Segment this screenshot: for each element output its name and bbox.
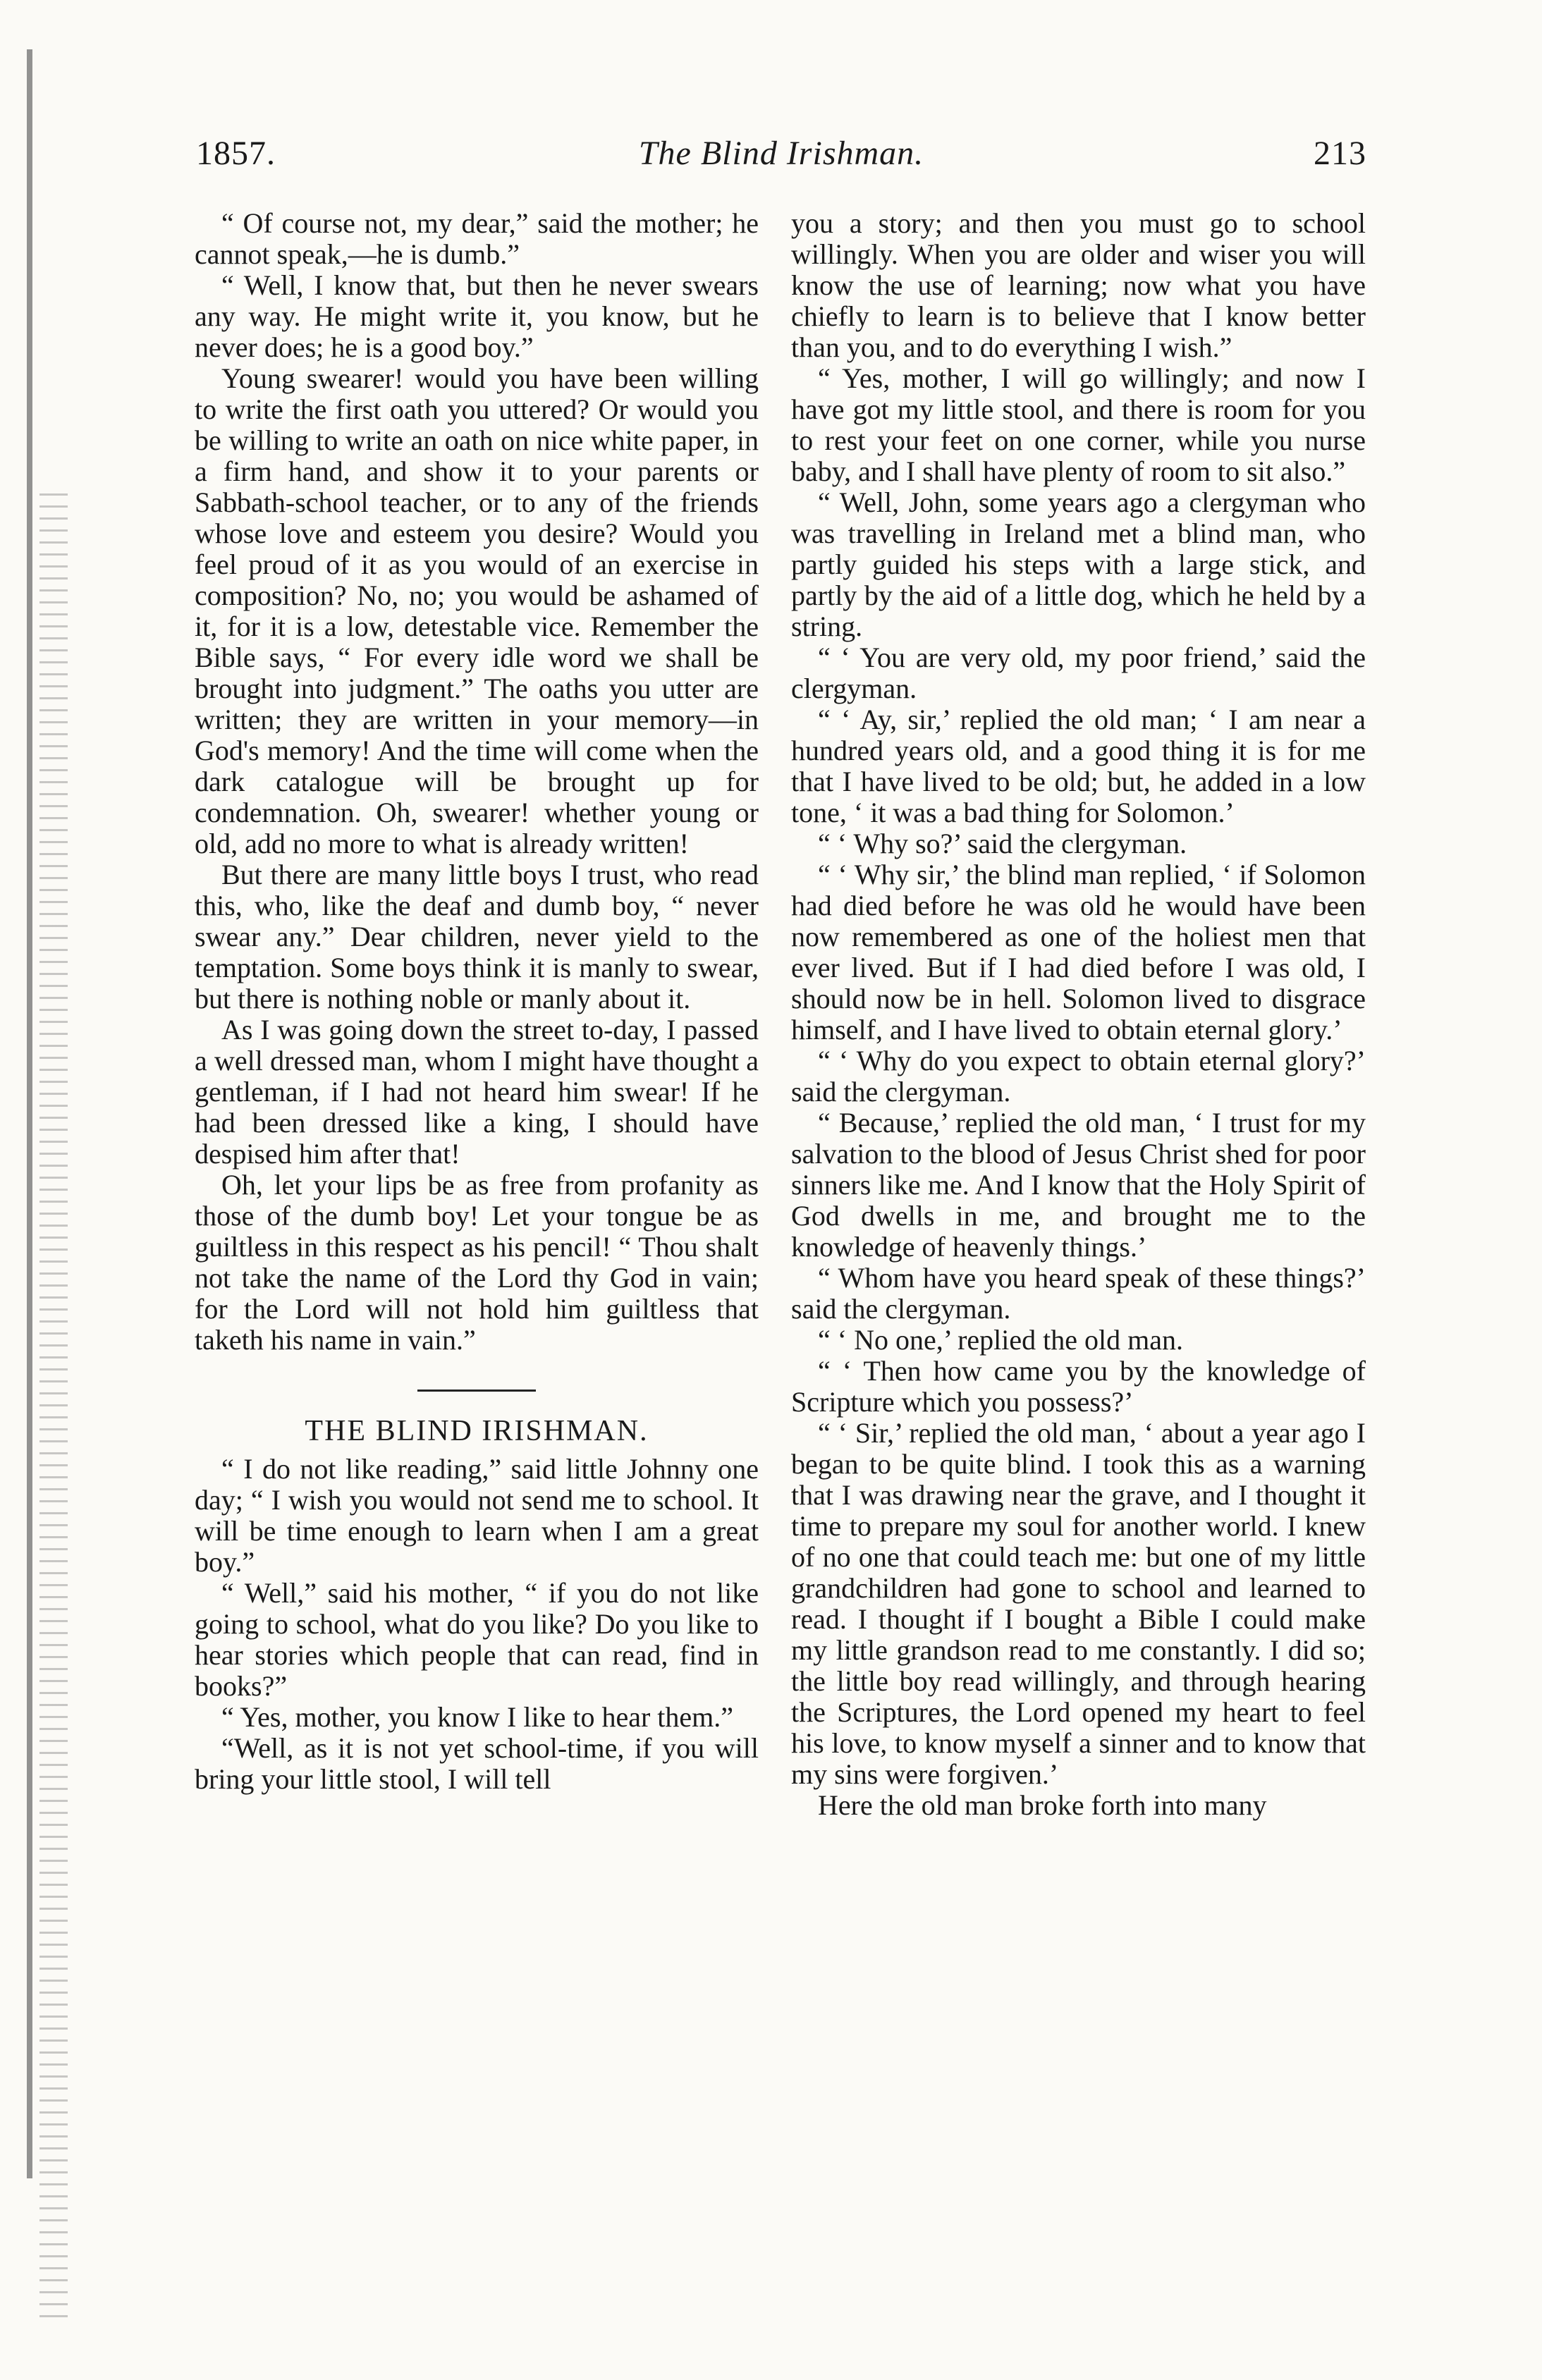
paragraph: “ Yes, mother, you know I like to hear them.” bbox=[221, 1701, 734, 1733]
paragraph: “ ‘ Ay, sir,’ replied the old man; ‘ I am near a hundred years old, and a good thing it is for me that I have lived to be old; but, he added in a low tone, ‘ it was a bad thing for Solomon.’ bbox=[791, 704, 1366, 828]
section-divider bbox=[417, 1390, 536, 1392]
paragraph: Oh, let your lips be as free from profanity as those of the dumb boy! Let your tongue be as guiltless in this respect as his pencil! “ Thou shalt not take the name of the Lord thy God in vain; for the Lord will not hold him guiltless that taketh his name in vain.” bbox=[195, 1169, 759, 1356]
paragraph: “ ‘ Why sir,’ the blind man replied, ‘ if Solomon had died before he was old he would have been now remembered as one of the holiest men that ever lived. But if I had died before I was old, I should now be in hell. Solomon lived to disgrace himself, and I have lived to obtain eternal glory.’ bbox=[791, 859, 1366, 1045]
paragraph: “Well, as it is not yet school-time, if you will bring your little stool, I will tell bbox=[195, 1732, 759, 1795]
paragraph: “ Whom have you heard speak of these things?’ said the clergyman. bbox=[791, 1262, 1366, 1325]
paragraph: “ Yes, mother, I will go willingly; and now I have got my little stool, and there is room for you to rest your feet on one corner, while you nurse baby, and I shall have plenty of room to sit also.” bbox=[791, 362, 1366, 487]
paragraph: “ ‘ Sir,’ replied the old man, ‘ about a year ago I began to be quite blind. I took this as a warning that I was drawing near the grave, and I thought it time to prepare my soul for another world. I knew of no one that could teach me: but one of my little grandchildren had gone to school and learned to read. I thought if I bought a Bible I could make my little grandson read to me constantly. I did so; the little boy read willingly, and through hearing the Scriptures, the Lord opened my heart to feel his love, to know myself a sinner and to know that my sins were forgiven.’ bbox=[791, 1417, 1366, 1790]
page-edge-line bbox=[27, 49, 32, 2178]
page-edge-marks bbox=[39, 493, 68, 2326]
paragraph: But there are many little boys I trust, who read this, who, like the deaf and dumb boy, “ never swear any.” Dear children, never yield to the temptation. Some boys think it is manly to swear, but there is nothing noble or manly about it. bbox=[195, 859, 759, 1014]
paragraph: “ ‘ Why so?’ said the clergyman. bbox=[818, 828, 1187, 859]
running-title: The Blind Irishman. bbox=[638, 135, 924, 172]
paragraph: “ ‘ No one,’ replied the old man. bbox=[818, 1324, 1183, 1356]
paragraph: “ ‘ Why do you expect to obtain eternal glory?’ said the clergyman. bbox=[791, 1045, 1366, 1108]
paragraph: “ Because,’ replied the old man, ‘ I trust for my salvation to the blood of Jesus Christ shed for poor sinners like me. And I know that the Holy Spirit of God dwells in me, and brought me to the knowledge of heavenly things.’ bbox=[791, 1107, 1366, 1263]
paragraph: “ ‘ Then how came you by the knowledge of Scripture which you possess?’ bbox=[791, 1355, 1366, 1418]
right-column bbox=[791, 208, 1366, 1821]
header-year: 1857. bbox=[196, 135, 276, 172]
continued-paragraph: you a story; and then you must go to school willingly. When you are older and wiser you will know the use of learning; now what you have chiefly to learn is to believe that I know better than you, and to do everything I wish.” bbox=[791, 207, 1366, 363]
paragraph: Young swearer! would you have been willing to write the first oath you uttered? Or would you be willing to write an oath on nice white paper, in a firm hand, and show it to your parents or Sabbath-school teacher, or to any of the friends whose love and esteem you desire? Would you feel proud of it as you would of an exercise in composition? No, no; you would be ashamed of it, for it is a low, detestable vice. Remember the Bible says, “ For every idle word we shall be brought into judgment.” The oaths you utter are written; they are written in your memory—in God's memory! And the time will come when the dark catalogue will be brought up for condemnation. Oh, swearer! whether young or old, add no more to what is already written! bbox=[195, 362, 759, 859]
paragraph: “ Well,” said his mother, “ if you do not like going to school, what do you like? Do you like to hear stories which people that can read, find in books?” bbox=[195, 1577, 759, 1702]
paragraph: “ ‘ You are very old, my poor friend,’ said the clergyman. bbox=[791, 642, 1366, 704]
section-heading: THE BLIND IRISHMAN. bbox=[305, 1415, 649, 1447]
page-number: 213 bbox=[1314, 135, 1366, 172]
paragraph: “ Well, John, some years ago a clergyman who was travelling in Ireland met a blind man, who partly guided his steps with a large stick, and partly by the aid of a little dog, which he held by a string. bbox=[791, 486, 1366, 642]
running-header bbox=[196, 134, 1366, 190]
paragraph: As I was going down the street to-day, I passed a well dressed man, whom I might have thought a gentleman, if I had not heard him swear! If he had been dressed like a king, I should have despised him after that! bbox=[195, 1014, 759, 1170]
paragraph: Here the old man broke forth into many bbox=[818, 1789, 1267, 1821]
paragraph: “ Well, I know that, but then he never swears any way. He might write it, you know, but he never does; he is a good boy.” bbox=[195, 269, 759, 363]
paragraph: “ I do not like reading,” said little Johnny one day; “ I wish you would not send me to school. It will be time enough to learn when I am a great boy.” bbox=[195, 1453, 759, 1578]
left-column bbox=[195, 208, 759, 1795]
paragraph: “ Of course not, my dear,” said the mother; he cannot speak,—he is dumb.” bbox=[195, 207, 759, 270]
